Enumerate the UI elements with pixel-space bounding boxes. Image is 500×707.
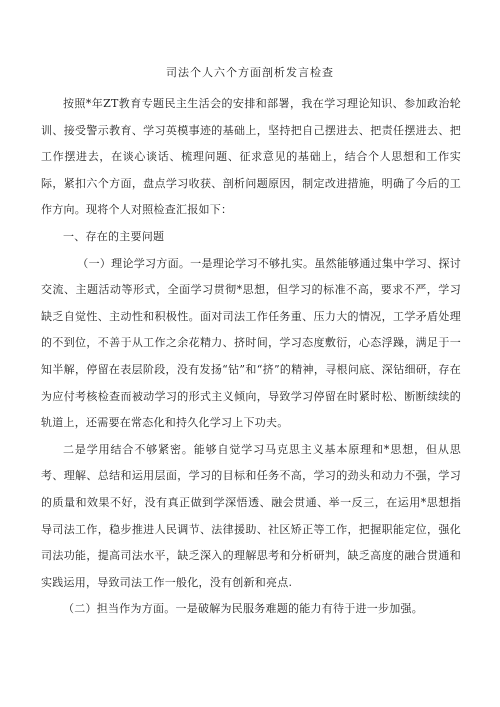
responsibility-paragraph: （二）担当作为方面。一是破解为民服务难题的能力有待于进一步加强。 <box>63 602 423 616</box>
theory-study-paragraph: （一）理论学习方面。一是理论学习不够扎实。虽然能够通过集中学习、探讨交流、主题活动等形式，全面学习贯彻*思想，但学习的标准不高，要求不严，学习缺乏自觉性、主动性和积极性。面对司法工作任务重、压力大的情况，工学矛盾处理的不到位，不善于从工作之余花精力、挤时间，学习态度敷衍，心态浮躁，满足于一知半解，停留在表层阶段，没有发扬“钻”和“挤”的精神，寻根问底、深钻细研，存在为应付考核检查而被动学习的形式主义倾向，导致学习停留在时紧时松、断断续续的轨道上，还需要在常态化和持久化学习上下功夫。 <box>41 256 461 430</box>
document-title: 司法个人六个方面剖析发言检查 <box>166 66 334 79</box>
section-heading: 一、存在的主要问题 <box>63 229 165 243</box>
document-body <box>41 91 461 623</box>
intro-paragraph: 按照*年ZT教育专题民主生活会的安排和部署，我在学习理论知识、参加政治轮训、接受警示教育、学习英模事迹的基础上，坚持把自己摆进去、把责任摆进去、把工作摆进去，在谈心谈话、梳理问题、征求意见的基础上，结合个人思想和工作实际，紧扣六个方面，盘点学习收获、剖析问题原因，制定改进措施，明确了今后的工作方向。现将个人对照检查汇报如下： <box>41 97 461 217</box>
study-application-paragraph: 二是学用结合不够紧密。能够自觉学习马克思主义基本原理和*思想，但从思考、理解、总结和运用层面，学习的目标和任务不高，学习的劲头和动力不强，学习的质量和效果不好，没有真正做到学深悟透、融会贯通、举一反三，在运用*思想指导司法工作，稳步推进人民调节、法律援助、社区矫正等工作，把握职能定位，强化司法功能，提高司法水平，缺乏深入的理解思考和分析研判，缺乏高度的融合贯通和实践运用，导致司法工作一般化，没有创新和亮点. <box>41 442 461 589</box>
